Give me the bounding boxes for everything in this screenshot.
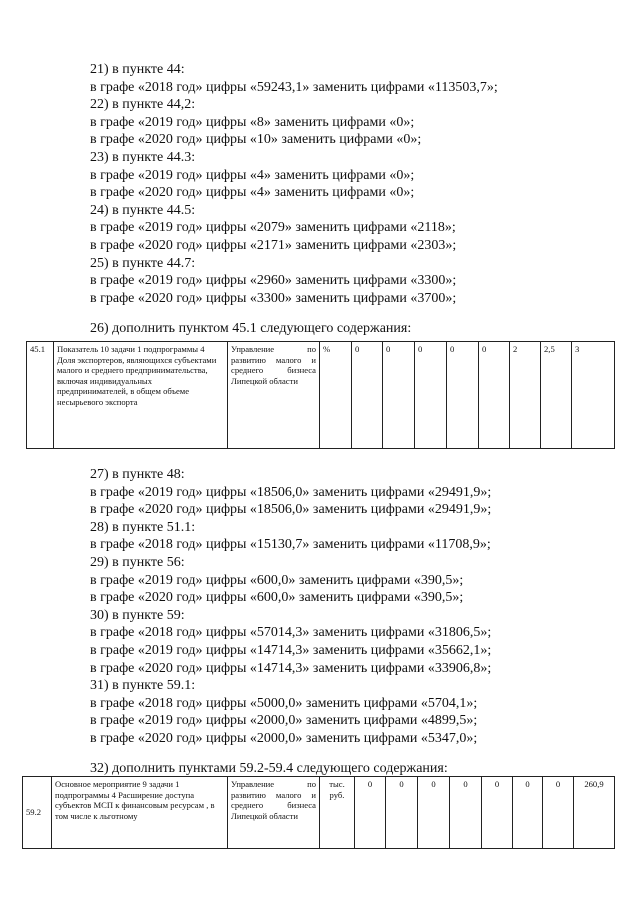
amendment-line: в графе «2020 год» цифры «4» заменить цифрами «0»;	[90, 185, 415, 201]
value-cell: 0	[418, 777, 450, 849]
value-cell: 2	[510, 342, 541, 449]
amendment-line: в графе «2020 год» цифры «18506,0» заменить цифрами «29491,9»;	[90, 502, 492, 518]
value-cell: 0	[479, 342, 510, 449]
responsible-body: Управление по развитию малого и среднего бизнеса Липецкой области	[228, 777, 320, 849]
amendment-line: в графе «2019 год» цифры «18506,0» заменить цифрами «29491,9»;	[90, 484, 492, 500]
amendment-line: в графе «2018 год» цифры «57014,3» заменить цифрами «31806,5»;	[90, 625, 492, 641]
amendment-line: в графе «2019 год» цифры «4» заменить цифрами «0»;	[90, 167, 415, 183]
amendment-line: в графе «2019 год» цифры «14714,3» заменить цифрами «35662,1»;	[90, 642, 492, 658]
indicator-name: Показатель 10 задачи 1 подпрограммы 4 Доля экспортеров, являющихся субъектами малого и среднего предпринимательства, включая индивидуальных предпринимателей, в общем объеме несырьевого экспорта	[54, 342, 228, 449]
amendment-line: 25) в пункте 44.7:	[90, 255, 196, 271]
value-cell: 0	[450, 777, 482, 849]
amendment-line: в графе «2020 год» цифры «600,0» заменить цифрами «390,5»;	[90, 590, 464, 606]
amendment-line: 23) в пункте 44.3:	[90, 149, 196, 165]
amendment-line: 21) в пункте 44:	[90, 62, 185, 77]
amendment-line: в графе «2020 год» цифры «14714,3» заменить цифрами «33906,8»;	[90, 660, 492, 676]
table-row	[27, 342, 615, 449]
amendment-line: 24) в пункте 44.5:	[90, 202, 196, 218]
amendment-line: в графе «2020 год» цифры «3300» заменить цифрами «3700»;	[90, 290, 457, 306]
amendment-line: в графе «2018 год» цифры «5000,0» заменить цифрами «5704,1»;	[90, 695, 478, 711]
amendment-line: в графе «2020 год» цифры «10» заменить цифрами «0»;	[90, 132, 422, 148]
table-item-45-1	[26, 341, 615, 449]
amendment-line: в графе «2019 год» цифры «2079» заменить цифрами «2118»;	[90, 220, 456, 236]
amendment-line: в графе «2019 год» цифры «8» заменить цифрами «0»;	[90, 114, 415, 130]
value-cell: 260,9	[574, 777, 615, 849]
amendment-line: 30) в пункте 59:	[90, 607, 185, 623]
amendment-line: 29) в пункте 56:	[90, 554, 185, 570]
amendment-line: 31) в пункте 59.1:	[90, 678, 196, 694]
activity-name: Основное мероприятие 9 задачи 1 подпрограммы 4 Расширение доступа субъектов МСП к финансовым ресурсам , в том числе к льготному	[52, 777, 228, 849]
heading-item-26: 26) дополнить пунктом 45.1 следующего содержания:	[90, 321, 412, 336]
responsible-body: Управление по развитию малого и среднего бизнеса Липецкой области	[228, 342, 320, 449]
amendment-line: в графе «2019 год» цифры «2960» заменить цифрами «3300»;	[90, 273, 457, 289]
value-cell: 0	[386, 777, 418, 849]
value-cell: 3	[572, 342, 615, 449]
value-cell: 2,5	[541, 342, 572, 449]
unit: тыс. руб.	[320, 777, 355, 849]
row-number: 45.1	[27, 342, 54, 449]
amendment-line: в графе «2020 год» цифры «2171» заменить цифрами «2303»;	[90, 237, 457, 253]
value-cell: 0	[355, 777, 386, 849]
amendment-line: 22) в пункте 44,2:	[90, 97, 196, 113]
table-item-59-2	[22, 776, 615, 849]
amendment-line: в графе «2019 год» цифры «2000,0» заменить цифрами «4899,5»;	[90, 713, 478, 729]
value-cell: 0	[415, 342, 447, 449]
amendment-line: 28) в пункте 51.1:	[90, 519, 196, 535]
value-cell: 0	[513, 777, 543, 849]
amendment-line: в графе «2018 год» цифры «59243,1» заменить цифрами «113503,7»;	[90, 79, 498, 95]
table-row	[23, 777, 615, 849]
amendment-line: 27) в пункте 48:	[90, 467, 185, 482]
amendment-line: в графе «2020 год» цифры «2000,0» заменить цифрами «5347,0»;	[90, 730, 478, 746]
amendments-section-b	[90, 466, 610, 748]
value-cell: 0	[482, 777, 513, 849]
amendments-section-a	[90, 61, 610, 307]
row-number: 59.2	[23, 777, 52, 849]
value-cell: 0	[543, 777, 574, 849]
value-cell: 0	[383, 342, 415, 449]
unit: %	[320, 342, 352, 449]
value-cell: 0	[352, 342, 383, 449]
amendment-line: в графе «2019 год» цифры «600,0» заменить цифрами «390,5»;	[90, 572, 464, 588]
amendment-line: в графе «2018 год» цифры «15130,7» заменить цифрами «11708,9»;	[90, 537, 491, 553]
heading-item-32: 32) дополнить пунктами 59.2-59.4 следующего содержания:	[90, 761, 448, 776]
value-cell: 0	[447, 342, 479, 449]
